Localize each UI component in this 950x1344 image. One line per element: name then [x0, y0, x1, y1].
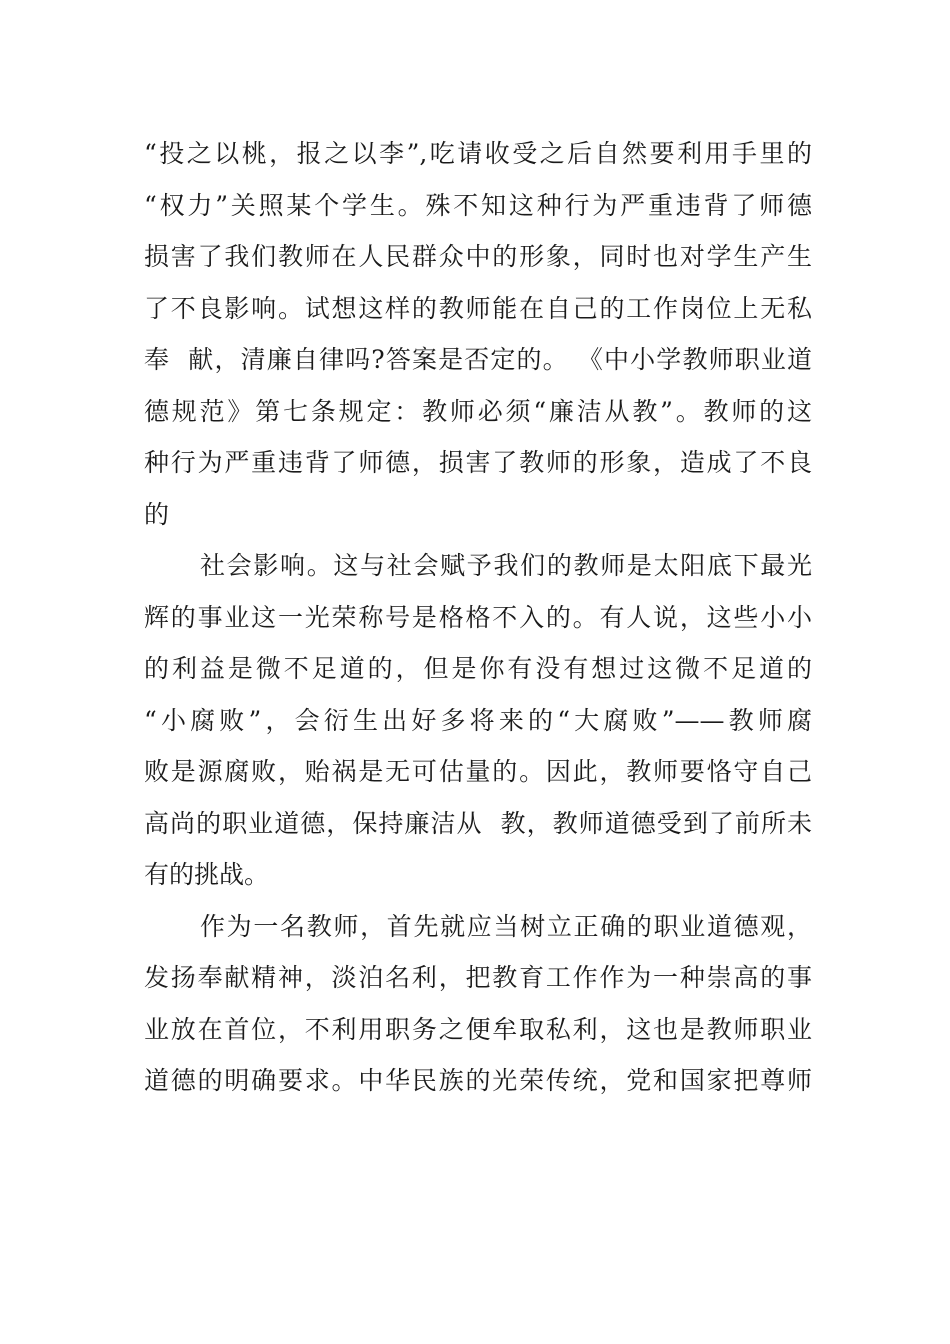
- text-line: 损害了我们教师在人民群众中的形象，同时也对学生产生: [144, 242, 812, 271]
- text-line: 种行为严重违背了师德，损害了教师的形象，造成了不良: [144, 448, 812, 477]
- text-line: 德规范》第七条规定：教师必须“廉洁从教”。教师的这: [144, 396, 812, 426]
- text-line: “投之以桃，报之以李”,吃请收受之后自然要利用手里的: [144, 139, 812, 168]
- text-line: 有的挑战。: [144, 860, 270, 889]
- text-line: 败是源腐败，贻祸是无可估量的。因此，教师要恪守自己: [144, 757, 812, 786]
- text-line: 高尚的职业道德，保持廉洁从 教，教师道德受到了前所未: [144, 808, 812, 838]
- text-line: 发扬奉献精神，淡泊名利，把教育工作作为一种崇高的事: [144, 963, 812, 992]
- text-line: 了不良影响。试想这样的教师能在自己的工作岗位上无私: [144, 293, 812, 323]
- paragraph-first-line: 社会影响。这与社会赋予我们的教师是太阳底下最光: [200, 551, 812, 580]
- text-line: “权力”关照某个学生。殊不知这种行为严重违背了师德: [144, 190, 812, 220]
- text-line: 辉的事业这一光荣称号是格格不入的。有人说，这些小小: [144, 602, 812, 632]
- text-line: 的: [144, 499, 170, 529]
- document-body: [144, 128, 812, 1107]
- text-line: 业放在首位，不利用职务之便牟取私利，这也是教师职业: [144, 1014, 812, 1044]
- text-line: 的利益是微不足道的，但是你有没有想过这微不足道的: [144, 654, 812, 683]
- text-line: 奉 献，清廉自律吗?答案是否定的。 《中小学教师职业道: [144, 345, 812, 374]
- paragraph-first-line: 作为一名教师，首先就应当树立正确的职业道德观，: [200, 911, 812, 941]
- text-line: 道德的明确要求。中华民族的光荣传统，党和国家把尊师: [144, 1066, 812, 1095]
- text-line: “小腐败”，会衍生出好多将来的“大腐败”——教师腐: [144, 705, 812, 735]
